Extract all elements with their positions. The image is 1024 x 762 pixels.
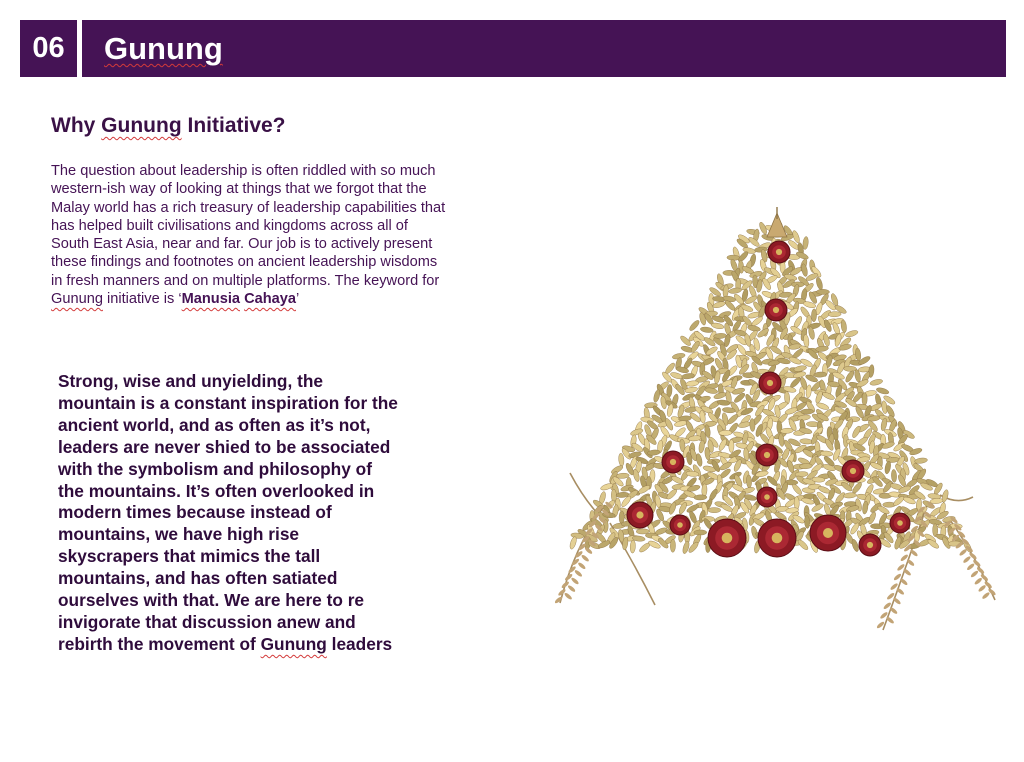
gold-leaf xyxy=(815,345,829,352)
branch-leaf xyxy=(981,591,990,600)
rose-center xyxy=(776,249,782,255)
intro-body: The question about leadership is often riddled with so much western-ish way of looking at things that we forgot that the Malay world has a rich treasury of leadership capabilities that has helped built civilisations and kingdoms across all of South East Asia, near and far. Our job is to actively present these findings and footnotes on ancient leadership wisdoms in fresh manners and on multiple platforms. The keyword for xyxy=(51,163,446,289)
branch-leaf xyxy=(958,548,967,557)
gold-leaf xyxy=(802,236,809,249)
gold-leaf xyxy=(851,538,860,552)
rose-center xyxy=(897,520,903,526)
gold-leaf xyxy=(688,319,701,332)
gold-leaf xyxy=(729,439,734,452)
branch-leaf xyxy=(581,554,590,563)
gold-leaf xyxy=(791,483,803,496)
gold-leaf xyxy=(862,501,869,515)
branch-leaf xyxy=(977,584,986,593)
rose-center xyxy=(764,494,770,500)
slide-number: 06 xyxy=(32,32,65,64)
slide-header xyxy=(20,20,1006,77)
gold-leaf xyxy=(681,373,695,380)
branch-leaf xyxy=(577,562,586,571)
header-divider xyxy=(77,20,82,77)
gold-leaf xyxy=(746,475,752,488)
rose-center xyxy=(722,533,733,544)
quote-paragraph xyxy=(58,371,400,656)
vine-branch xyxy=(950,520,995,600)
keyword-close: ’ xyxy=(295,291,300,308)
gold-leaf xyxy=(569,536,578,550)
keyword-cahaya: Cahaya xyxy=(244,291,296,308)
intro-body-after: initiative is ‘ xyxy=(102,291,182,308)
rose-center xyxy=(772,533,783,544)
gold-leaf xyxy=(711,322,725,330)
gold-leaf xyxy=(815,277,824,291)
gold-leaf xyxy=(845,329,859,338)
rose-center xyxy=(636,511,643,518)
intro-paragraph xyxy=(51,162,447,308)
quote-gunung-word: Gunung xyxy=(260,633,327,654)
gold-leaf xyxy=(618,453,624,466)
gold-leaf xyxy=(884,461,892,475)
branch-leaf xyxy=(564,592,573,601)
gold-leaf xyxy=(708,508,721,513)
rose-center xyxy=(677,522,683,528)
gold-leaf xyxy=(700,326,714,333)
gold-leaf xyxy=(793,365,807,373)
heading-prefix: Why xyxy=(51,114,102,137)
gold-leaf xyxy=(801,263,809,277)
slide-title: Gunung xyxy=(104,31,223,66)
gold-leaf xyxy=(843,492,856,498)
rose-center xyxy=(767,380,773,386)
intro-gunung-word: Gunung xyxy=(51,291,103,308)
quote-ending: leaders xyxy=(326,633,393,654)
branch-leaf xyxy=(962,555,971,564)
branch-leaf xyxy=(570,577,579,586)
gold-leaf xyxy=(869,378,883,386)
rose-center xyxy=(867,542,873,548)
gold-leaf-cluster xyxy=(555,221,997,629)
section-heading xyxy=(51,114,286,138)
vine-branch xyxy=(560,505,605,603)
gold-leaf xyxy=(630,540,636,553)
gold-leaf xyxy=(840,319,847,333)
rose-center xyxy=(823,528,833,538)
gold-leaf xyxy=(666,403,674,417)
gold-leaf xyxy=(828,311,841,317)
rose-center xyxy=(764,452,770,458)
branch-leaf xyxy=(970,570,979,579)
gold-leaf xyxy=(891,469,897,482)
branch-leaf xyxy=(966,563,975,572)
gold-leaf xyxy=(698,440,705,454)
heading-gunung-word: Gunung xyxy=(101,114,182,137)
gold-leaf xyxy=(862,393,867,406)
heading-suffix: Initiative? xyxy=(181,114,286,137)
gold-leaf xyxy=(695,453,703,467)
rose-center xyxy=(773,307,779,313)
gold-leaf xyxy=(844,370,855,384)
gunung-floral-mountain-icon xyxy=(555,205,1000,635)
gold-leaf xyxy=(670,539,675,552)
gold-leaf xyxy=(738,421,752,429)
mountain-finial xyxy=(767,207,787,237)
branch-leaf xyxy=(567,584,576,593)
branch-leaf xyxy=(974,577,983,586)
keyword-manusia: Manusia xyxy=(181,291,240,308)
branch-leaf xyxy=(574,569,583,578)
gold-leaf xyxy=(820,451,833,457)
gold-leaf xyxy=(653,389,661,403)
gold-leaf xyxy=(803,334,810,348)
gold-leaf xyxy=(686,380,700,387)
rose-center xyxy=(670,459,676,465)
rose-center xyxy=(850,468,856,474)
quote-body: Strong, wise and unyielding, the mountain is a constant inspiration for the ancient world, and as often as it’s not, leaders are never shied to be associated with the symbolism and philosophy of the mountains. It’s often overlooked in modern times because instead of mountains, we have high rise skyscrapers that mimics the tall mountains, and has often satiated ourselves with that. We are here to re invigorate that discussion anew and rebirth the movement of xyxy=(58,371,398,654)
